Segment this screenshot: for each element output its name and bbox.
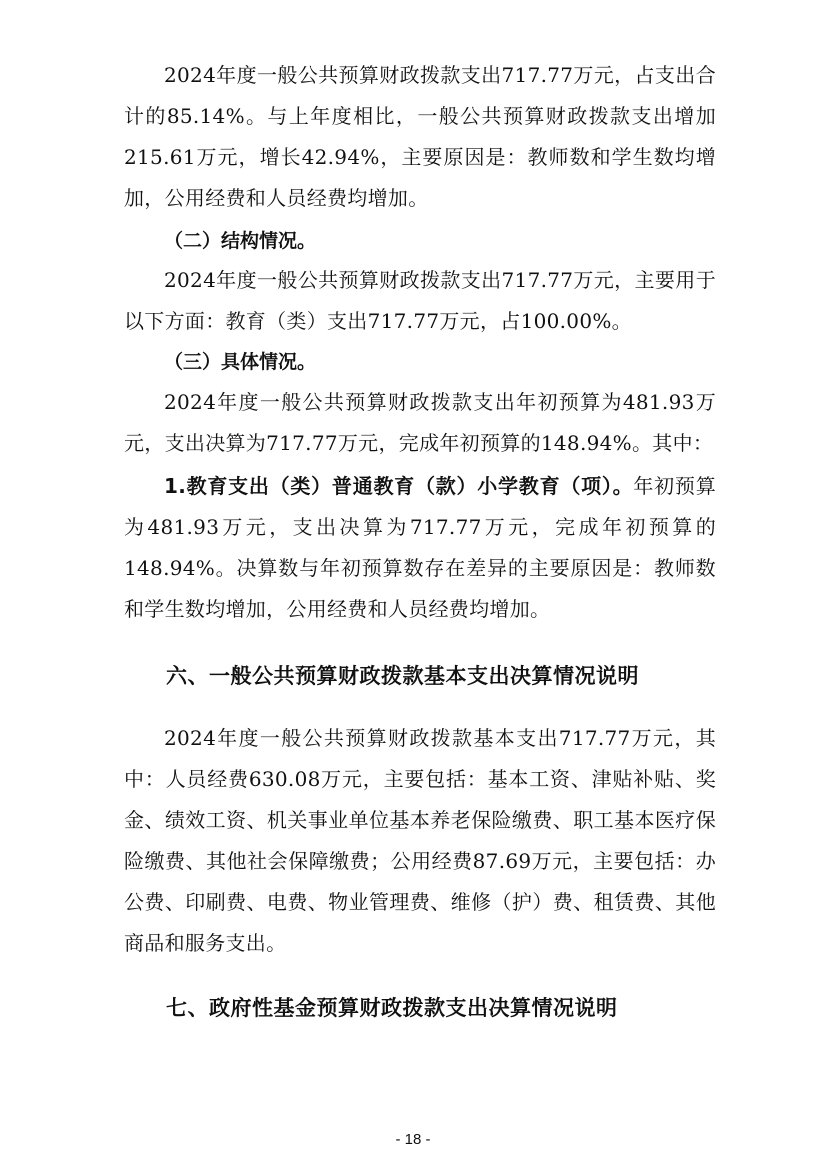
paragraph-expenditure-total: 2024年度一般公共预算财政拨款支出717.77万元，占支出合计的85.14%。与上年度相比，一般公共预算财政拨款支出增加215.61万元，增长42.94%，主要原因是：教师数和学生数均增加，公用经费和人员经费均增加。: [124, 63, 716, 210]
subheading-structure: （二）结构情况。: [164, 230, 317, 252]
section-heading-7: 七、政府性基金预算财政拨款支出决算情况说明: [166, 996, 618, 1020]
paragraph-education-item: [124, 466, 716, 630]
subheading-detail: （三）具体情况。: [164, 351, 317, 373]
education-item-body: 年初预算为481.93万元，支出决算为717.77万元，完成年初预算的148.94%。决算数与年初预算数存在差异的主要原因是：教师数和学生数均增加，公用经费和人员经费均增加。: [124, 474, 716, 621]
education-item-title: 1.教育支出（类）普通教育（款）小学教育（项）。: [164, 474, 634, 498]
paragraph-basic-expenditure: 2024年度一般公共预算财政拨款基本支出717.77万元，其中：人员经费630.08万元，主要包括：基本工资、津贴补贴、奖金、绩效工资、机关事业单位基本养老保险缴费、职工基本医疗保险缴费、其他社会保障缴费；公用经费87.69万元，主要包括：办公费、印刷费、电费、物业管理费、维修（护）费、租赁费、其他商品和服务支出。: [124, 726, 716, 955]
paragraph-detail: 2024年度一般公共预算财政拨款支出年初预算为481.93万元，支出决算为717.77万元，完成年初预算的148.94%。其中：: [124, 390, 716, 455]
page-number: - 18 -: [395, 1131, 431, 1148]
section-heading-6: 六、一般公共预算财政拨款基本支出决算情况说明: [166, 664, 639, 688]
paragraph-structure: 2024年度一般公共预算财政拨款支出717.77万元，主要用于以下方面：教育（类）支出717.77万元，占100.00%。: [124, 268, 716, 333]
